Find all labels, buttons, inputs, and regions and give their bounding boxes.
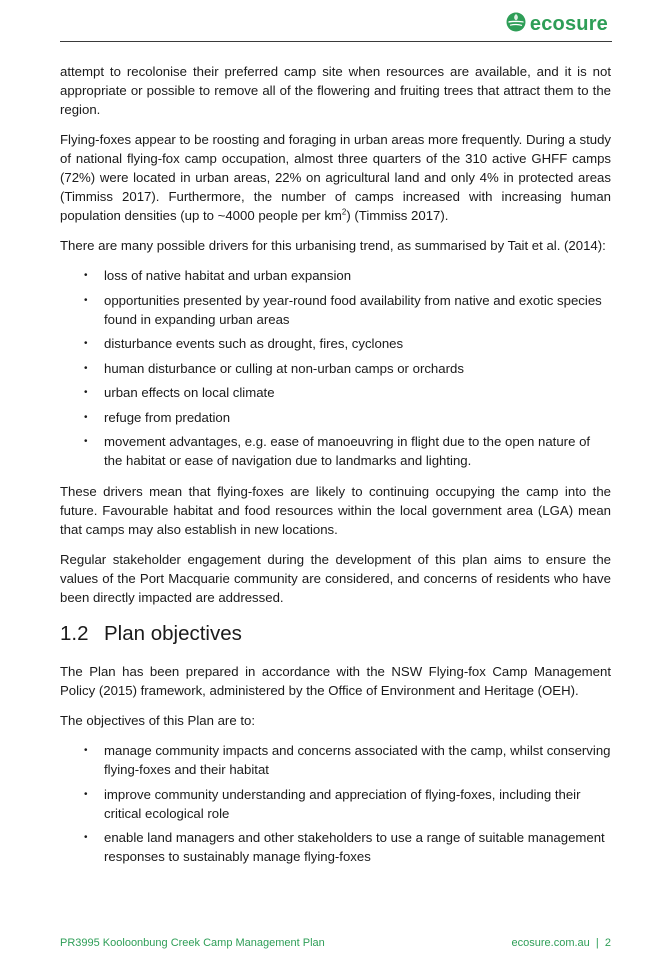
list-item-text: human disturbance or culling at non-urban camps or orchards — [104, 360, 464, 376]
paragraph-policy: The Plan has been prepared in accordance with the NSW Flying-fox Camp Management Policy (2015) framework, administered by the Office of Environment and Heritage (OEH). — [60, 664, 611, 698]
superscript-2: 2 — [341, 207, 347, 217]
paragraph-stakeholder: Regular stakeholder engagement during the development of this plan aims to ensure the values of the Port Macquarie community are considered, and concerns of residents who have been directly impacted are addressed. — [60, 552, 611, 605]
paragraph-urban-text-end: ) (Timmiss 2017). — [346, 208, 449, 223]
list-item-text: refuge from predation — [104, 409, 231, 425]
bullet-icon: • — [84, 436, 88, 447]
paragraph-urban-text: Flying-foxes appear to be roosting and foraging in urban areas more frequently. During a study of national flying-fox camp occupation, almost three quarters of the 310 active GHFF camps (72%) were located in urban areas, 22% on agricultural land and only 4% in protected areas (Timmiss 2017). Furthermore, the number of camps increased with increasing human population densities (up to ~4000 people per km — [60, 132, 612, 223]
paragraph-recolonise: attempt to recolonise their preferred camp site when resources are available, and it is not appropriate or possible to remove all of the flowering and fruiting trees that attract them to the region. — [60, 64, 611, 117]
bullet-icon: • — [84, 745, 88, 756]
list-item — [60, 266, 611, 285]
bullet-icon: • — [84, 294, 88, 306]
objectives-list — [60, 741, 611, 866]
header-divider — [60, 41, 612, 42]
list-item — [60, 291, 611, 329]
bullet-icon: • — [84, 411, 88, 423]
logo-text: ecosure — [529, 13, 608, 35]
list-item-text: urban effects on local climate — [104, 385, 275, 400]
drivers-list — [60, 266, 611, 470]
list-item — [60, 741, 611, 779]
footer-page-info: ecosure.com.au | 2 — [511, 937, 611, 949]
footer-document-title: PR3995 Kooloonbung Creek Camp Management Plan — [60, 937, 325, 949]
list-item-text: improve community understanding and appreciation of flying-foxes, including their critical ecological role — [104, 786, 581, 821]
bullet-icon: • — [84, 362, 88, 374]
section-number: 1.2 — [60, 622, 89, 645]
list-item-text: loss of native habitat and urban expansion — [104, 268, 352, 283]
bullet-icon: • — [84, 387, 88, 398]
list-item — [60, 408, 611, 427]
bullet-icon: • — [84, 832, 88, 843]
bullet-icon: • — [84, 338, 88, 349]
list-item — [60, 785, 611, 823]
list-item-text: disturbance events such as drought, fires, cyclones — [104, 336, 404, 351]
list-item — [60, 334, 611, 353]
list-item — [60, 432, 611, 470]
list-item — [60, 828, 611, 866]
list-item — [60, 383, 611, 402]
page-footer — [60, 937, 611, 949]
bullet-icon: • — [84, 788, 88, 800]
page-content — [60, 62, 611, 872]
list-item-text: movement advantages, e.g. ease of manoeuvring in flight due to the open nature of the habitat or ease of navigation due to landmarks and lighting. — [104, 434, 591, 468]
bullet-icon: • — [84, 270, 88, 281]
section-heading — [60, 621, 611, 647]
list-item-text: enable land managers and other stakeholders to use a range of suitable management responses to sustainably manage flying-foxes — [104, 830, 605, 864]
paragraph-drivers-intro: There are many possible drivers for this urbanising trend, as summarised by Tait et al. (2014): — [60, 238, 606, 253]
leaf-logo-icon — [506, 12, 526, 37]
paragraph-drivers-outcome: These drivers mean that flying-foxes are likely to continuing occupying the camp into the future. Favourable habitat and food resources within the local government area (LGA) mean that camps may also establish in new locations. — [60, 484, 611, 537]
header-logo — [506, 12, 608, 37]
list-item-text: manage community impacts and concerns associated with the camp, whilst conserving flying-foxes and their habitat — [104, 743, 611, 777]
section-title: Plan objectives — [104, 622, 242, 645]
paragraph-objectives-intro: The objectives of this Plan are to: — [60, 713, 255, 728]
list-item-text: opportunities presented by year-round food availability from native and exotic species found in expanding urban areas — [104, 292, 602, 327]
list-item — [60, 359, 611, 378]
paragraph-urban-areas — [60, 130, 611, 225]
